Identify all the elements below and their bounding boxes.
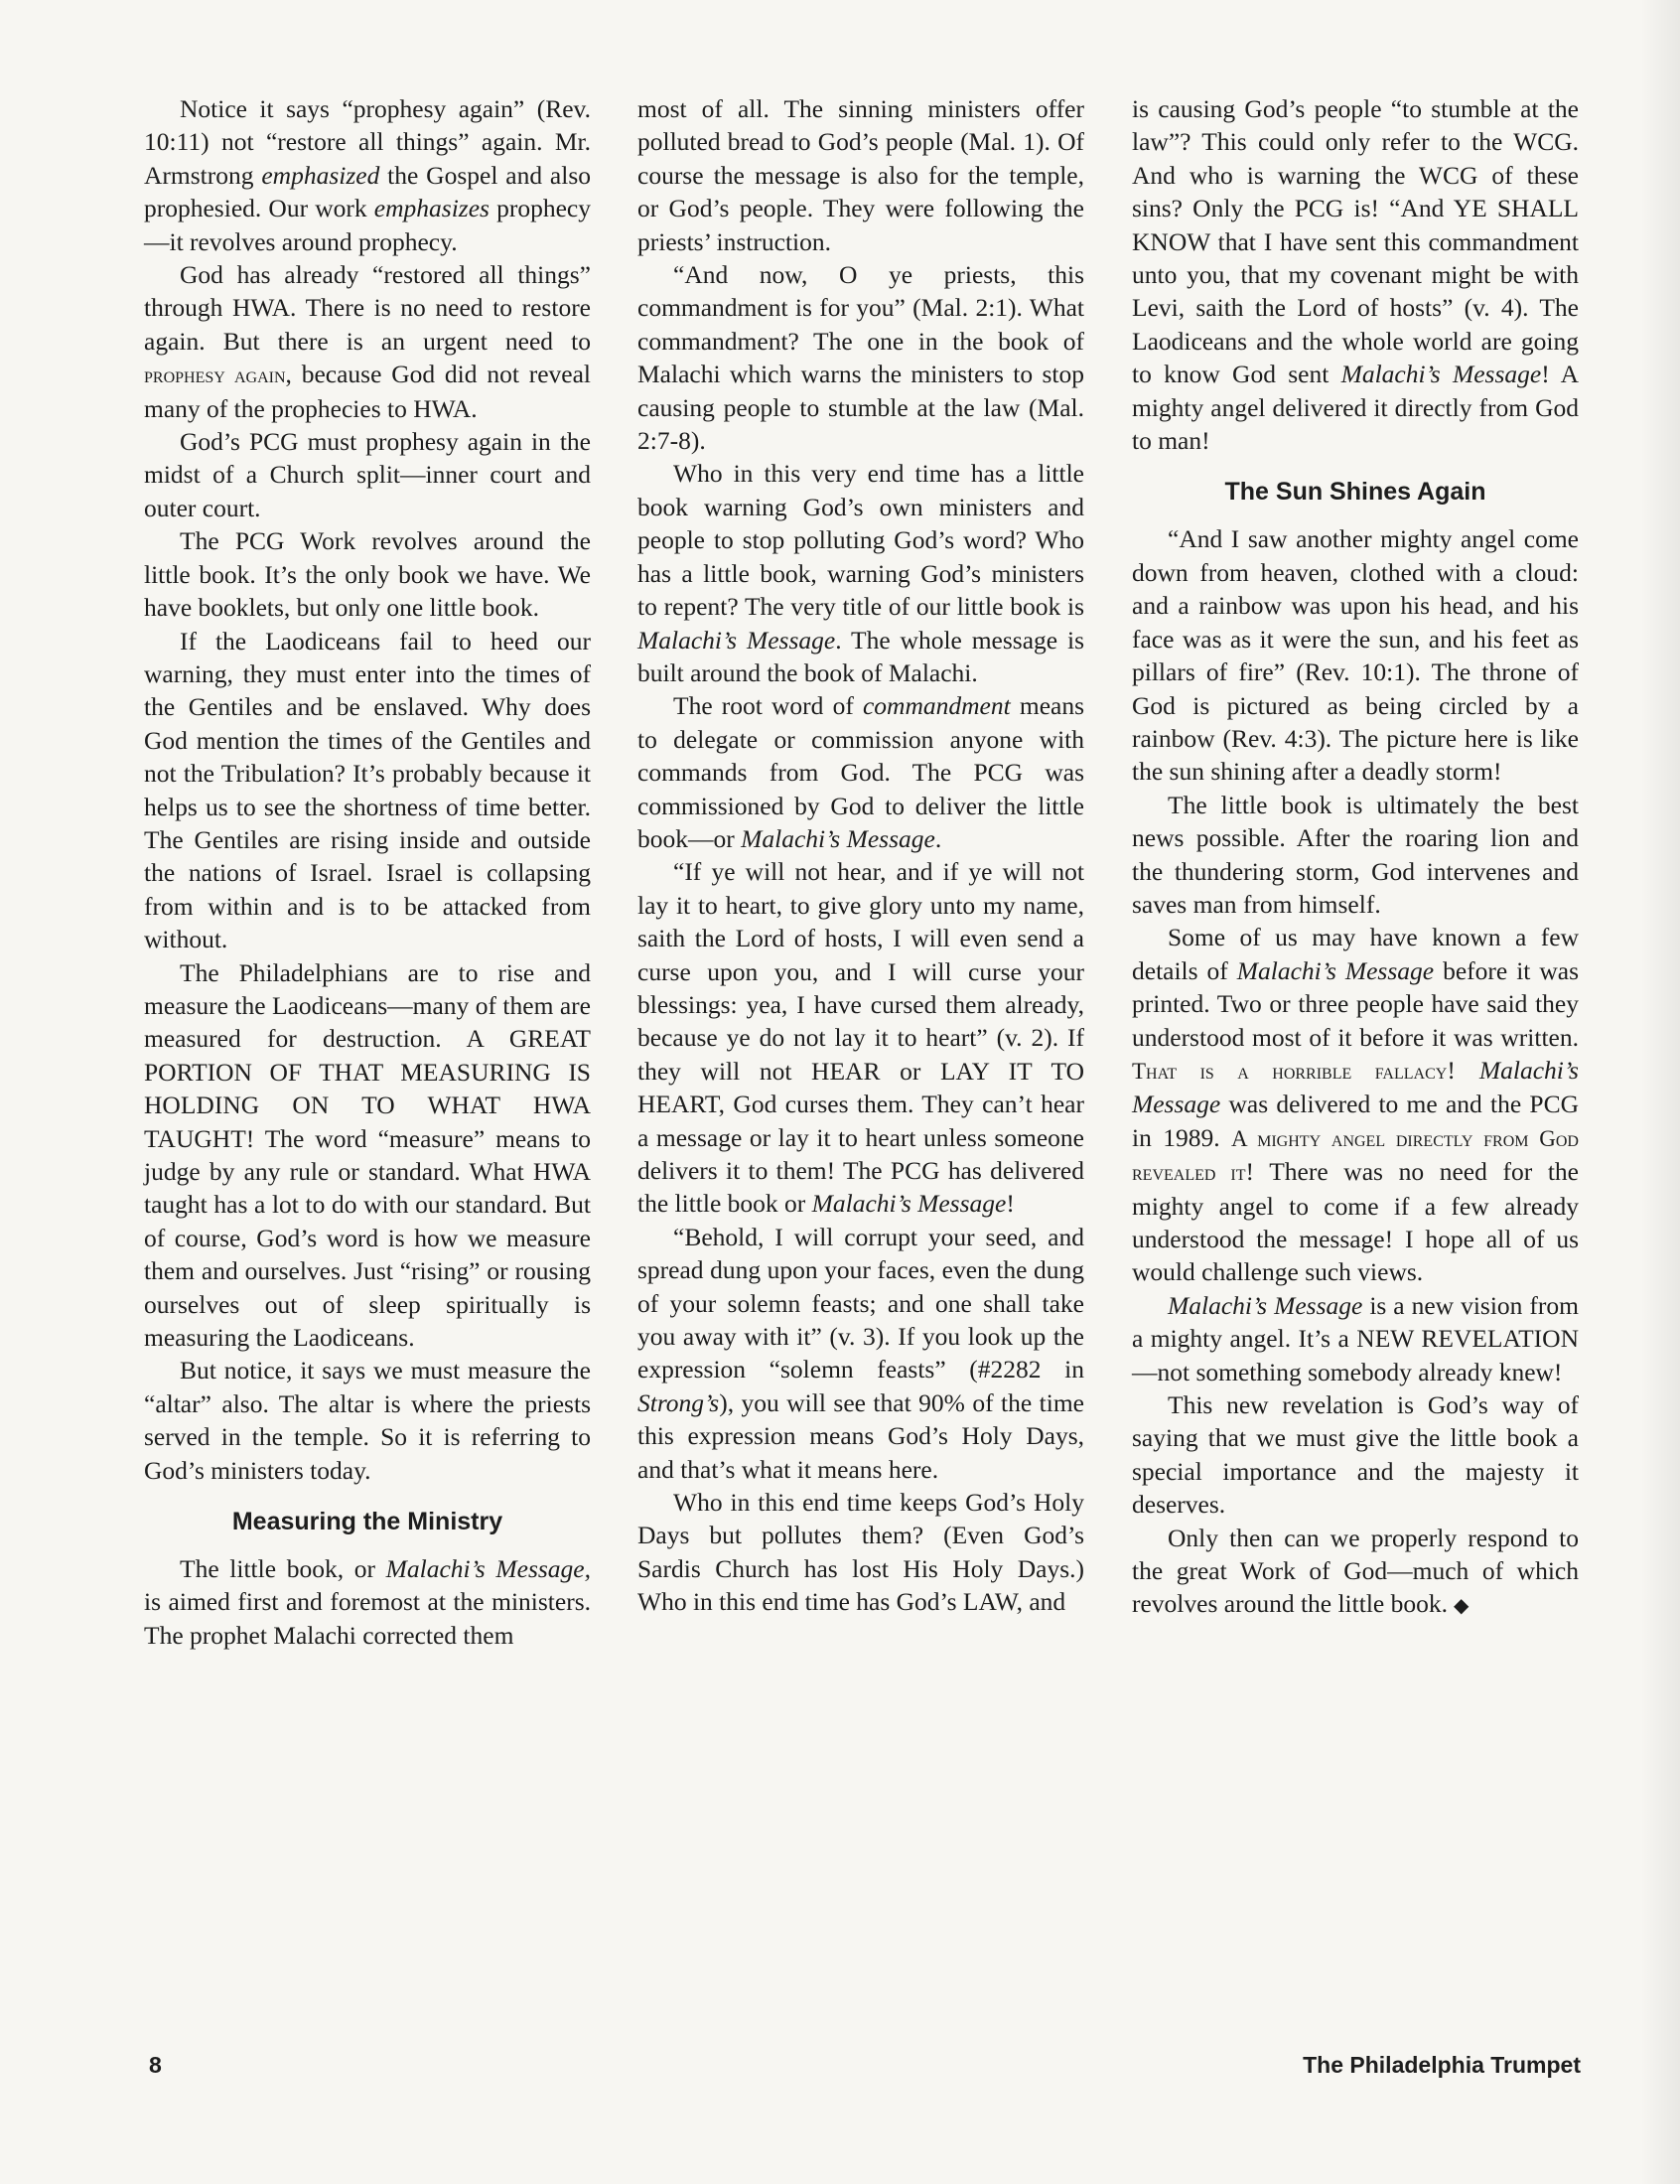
paragraph: The Philadelphians are to rise and measure the Laodiceans—many of them are measured for destruction. A GREAT PORTION OF THAT MEASURING IS HOLDING ON TO WHAT HWA TAUGHT! The word “measure” means to judge by any rule or standard. What HWA taught has a lot to do with our standard. But of course, God’s word is how we measure them and ourselves. Just “rising” or rousing ourselves out of sleep spiritually is measuring the Laodiceans.	[144, 957, 591, 1353]
paragraph: “If ye will not hear, and if ye will not lay it to heart, to give glory unto my name, saith the Lord of hosts, I will even send a curse upon you, and I will curse your blessings: yea, I have cursed them already, because ye do not lay it to heart” (v. 2). If they will not HEAR or LAY IT TO HEART, God curses them. They can’t hear a message or lay it to heart unless someone delivers it to them! The PCG has delivered the little book or Malachi’s Message!	[637, 857, 1084, 1219]
paragraph: Who in this end time keeps God’s Holy Days but pollutes them? (Even God’s Sardis Church has lost His Holy Days.) Who in this end time has God’s LAW, and	[637, 1488, 1084, 1617]
text-column-1	[144, 92, 591, 1652]
end-of-article-mark: ◆	[1453, 1593, 1470, 1618]
paragraph: This new revelation is God’s way of saying that we must give the little book a special importance and the majesty it deserves.	[1132, 1390, 1579, 1520]
paragraph: Malachi’s Message is a new vision from a mighty angel. It’s a NEW REVELATION—not something somebody already knew!	[1132, 1290, 1579, 1386]
paragraph: is causing God’s people “to stumble at the law”? This could only refer to the WCG. And who is warning the WCG of these sins? Only the PCG is! “And YE SHALL KNOW that I have sent this commandment unto you, that my covenant might be with Levi, saith the Lord of hosts” (v. 4). The Laodiceans and the whole world are going to know God sent Malachi’s Message! A mighty angel delivered it directly from God to man!	[1132, 94, 1579, 456]
section-heading: The Sun Shines Again	[1224, 478, 1486, 507]
paragraph: Only then can we properly respond to the great Work of God—much of which revolves around the little book. ◆	[1132, 1523, 1579, 1619]
paragraph: Some of us may have known a few details of Malachi’s Message before it was printed. Two or three people have said they understood most of it before it was written. That is a horrible fallacy! Malachi’s Message was delivered to me and the PCG in 1989. A mighty angel directly from God revealed it! There was no need for the mighty angel to come if a few already understood the message! I hope all of us would challenge such views.	[1132, 923, 1580, 1287]
paragraph: most of all. The sinning ministers offer polluted bread to God’s people (Mal. 1). Of course the message is also for the temple, or God’s people. They were following the priests’ instruction.	[637, 94, 1084, 256]
paragraph: But notice, it says we must measure the “altar” also. The altar is where the priests served in the temple. So it is referring to God’s ministers today.	[144, 1356, 591, 1485]
paragraph: The root word of commandment means to delegate or commission anyone with commands from God. The PCG was commissioned by God to deliver the little book—or Malachi’s Message.	[637, 691, 1084, 853]
paragraph: The little book, or Malachi’s Message, is aimed first and foremost at the ministers. The prophet Malachi corrected them	[144, 1554, 591, 1650]
paragraph: “And now, O ye priests, this commandment is for you” (Mal. 2:1). What commandment? The one in the book of Malachi which warns the ministers to stop causing people to stumble at the law (Mal. 2:7-8).	[637, 260, 1084, 456]
text-column-2	[637, 92, 1084, 1619]
paragraph: God’s PCG must prophesy again in the midst of a Church split—inner court and outer court.	[144, 427, 591, 522]
paragraph: “And I saw another mighty angel come down from heaven, clothed with a cloud: and a rainbow was upon his head, and his face was as it were the sun, and his feet as pillars of fire” (Rev. 10:1). The throne of God is pictured as being circled by a rainbow (Rev. 4:3). The picture here is like the sun shining after a deadly storm!	[1132, 524, 1579, 787]
page-number: 8	[149, 2052, 162, 2078]
paragraph: The little book is ultimately the best news possible. After the roaring lion and the thundering storm, God intervenes and saves man from himself.	[1132, 790, 1579, 919]
page-edge-shadow	[1640, 0, 1680, 2184]
paragraph: God has already “restored all things” through HWA. There is no need to restore again. But there is an urgent need to prophesy again, because God did not reveal many of the prophecies to HWA.	[144, 260, 591, 423]
publication-name: The Philadelphia Trumpet	[1303, 2052, 1581, 2078]
paragraph: “Behold, I will corrupt your seed, and spread dung upon your faces, even the dung of your solemn feasts; and one shall take you away with it” (v. 3). If you look up the expression “solemn feasts” (#2282 in Strong’s), you will see that 90% of the time this expression means God’s Holy Days, and that’s what it means here.	[637, 1222, 1084, 1484]
paragraph: If the Laodiceans fail to heed our warning, they must enter into the times of the Gentiles and be enslaved. Why does God mention the times of the Gentiles and not the Tribulation? It’s probably because it helps us to see the shortness of time better. The Gentiles are rising inside and outside the nations of Israel. Israel is collapsing from within and is to be attacked from without.	[144, 626, 591, 954]
section-heading: Measuring the Ministry	[231, 1508, 503, 1536]
text-column-3	[1132, 92, 1579, 1623]
paragraph: Notice it says “prophesy again” (Rev. 10:11) not “restore all things” again. Mr. Armstrong emphasized the Gospel and also prophesied. Our work emphasizes prophecy—it revolves around prophecy.	[144, 94, 591, 256]
paragraph: Who in this very end time has a little book warning God’s own ministers and people to stop polluting God’s word? Who has a little book, warning God’s ministers to repent? The very title of our little book is Malachi’s Message. The whole message is built around the book of Malachi.	[637, 459, 1084, 687]
paragraph: The PCG Work revolves around the little book. It’s the only book we have. We have booklets, but only one little book.	[144, 526, 591, 623]
